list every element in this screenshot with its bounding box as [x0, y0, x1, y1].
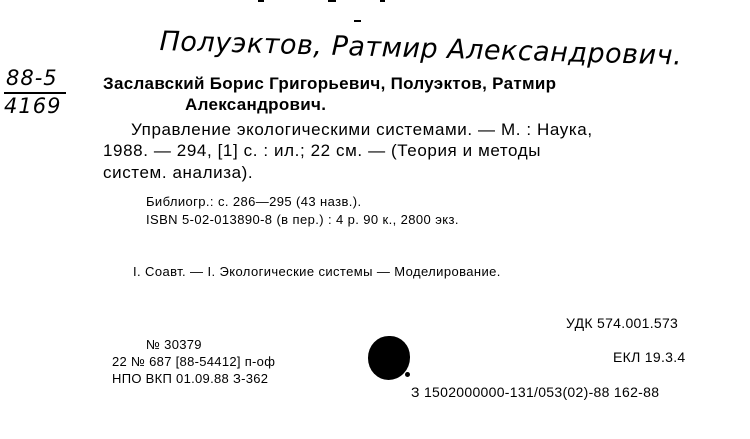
ink-blot [368, 336, 410, 380]
record-title-line1: Управление экологическими системами. — М. : Наука, [131, 120, 593, 139]
record-authors-line2: Александрович. [185, 95, 327, 114]
handwritten-owner-name: Полуэктов, Ратмир Александрович. [159, 26, 683, 72]
handwritten-shelf-code-bottom: 4169 [4, 94, 62, 118]
record-title-line2: 1988. — 294, [1] с. : ил.; 22 см. — (Теория и методы [103, 141, 542, 160]
udk-code: УДК 574.001.573 [566, 315, 679, 331]
catalog-code: З 1502000000-131/053(02)-88 162-88 [411, 384, 660, 400]
publisher-code: НПО ВКП 01.09.88 З-362 [112, 371, 269, 386]
handwritten-shelf-code-top: 88-5 [6, 66, 58, 90]
scan-speck [328, 0, 336, 2]
ink-spot [405, 372, 410, 377]
print-order: 22 № 687 [88-54412] п-оф [112, 354, 276, 369]
scan-speck [258, 0, 264, 2]
scan-speck [380, 0, 385, 2]
record-title-line3: систем. анализа). [103, 163, 254, 182]
record-authors-line1: Заславский Борис Григорьевич, Полуэктов, Ратмир [103, 74, 557, 93]
scan-speck [354, 20, 361, 22]
record-subjects: I. Соавт. — I. Экологические системы — Моделирование. [133, 264, 501, 279]
record-isbn: ISBN 5-02-013890-8 (в пер.) : 4 р. 90 к., 2800 экз. [146, 212, 459, 227]
card-number: № 30379 [146, 337, 202, 352]
record-bibliography: Библиогр.: с. 286—295 (43 назв.). [146, 194, 362, 209]
ekl-code: ЕКЛ 19.3.4 [613, 349, 686, 365]
